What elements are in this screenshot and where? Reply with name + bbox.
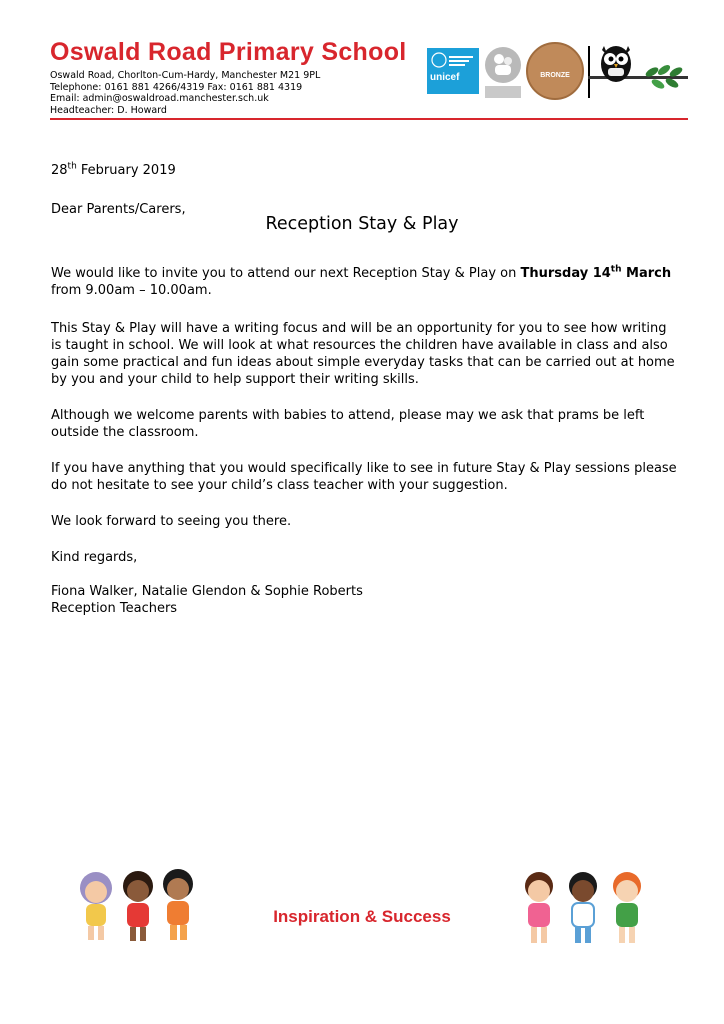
owl-logo: [586, 42, 690, 102]
school-motto: Inspiration & Success: [273, 907, 451, 926]
paragraph-line: This Stay & Play will have a writing focus and will be an opportunity for you to see how writing: [51, 321, 667, 336]
school-address: Oswald Road, Chorlton-Cum-Hardy, Manchester M21 9PL: [50, 70, 321, 81]
rrs-globe-icon: [431, 52, 475, 68]
paragraph-line: outside the classroom.: [51, 425, 199, 440]
signature-block: [51, 583, 363, 617]
event-date-day: Thursday 14: [520, 266, 611, 281]
event-time: from 9.00am – 10.00am.: [51, 283, 212, 298]
school-headteacher: Headteacher: D. Howard: [50, 104, 167, 116]
event-date: [520, 266, 671, 281]
cartoon-children-icon: [66, 866, 212, 946]
award-badge-caption: [485, 86, 521, 98]
rights-respecting-school-logo: [427, 48, 479, 94]
rrs-logo-decoration: [431, 52, 475, 70]
date-month-year: February 2019: [76, 163, 176, 178]
owl-on-branch-icon: [586, 42, 690, 102]
letter-heading: Reception Stay & Play: [265, 214, 459, 234]
paragraph-line: do not hesitate to see your child’s class teacher with your suggestion.: [51, 478, 508, 493]
suggestions-paragraph: [51, 460, 677, 494]
closing-line: We look forward to seeing you there.: [51, 514, 292, 529]
letter-date: [51, 162, 176, 179]
children-figures-icon: [485, 47, 521, 83]
school-email: Email: admin@oswaldroad.manchester.sch.uk: [50, 93, 269, 104]
cartoon-children-icon: [515, 866, 655, 950]
sign-off: Kind regards,: [51, 550, 138, 565]
signatories: Fiona Walker, Natalie Glendon & Sophie Roberts: [51, 584, 363, 599]
letterhead-divider: [50, 118, 688, 120]
prams-paragraph: [51, 407, 644, 441]
date-day: 28: [51, 163, 68, 178]
award-badge-logo: [485, 47, 521, 83]
school-name: Oswald Road Primary School: [50, 38, 407, 66]
paragraph-line: If you have anything that you would specifically like to see in future Stay & Play sessions please: [51, 461, 677, 476]
invitation-line-1: [51, 265, 671, 282]
writing-focus-paragraph: [51, 320, 675, 388]
school-telephone: Telephone: 0161 881 4266/4319 Fax: 0161 881 4319: [50, 81, 303, 93]
children-illustration-left: [66, 866, 212, 946]
signatory-role: Reception Teachers: [51, 601, 178, 616]
paragraph-line: by you and your child to help support their writing skills.: [51, 372, 419, 387]
letter-salutation: Dear Parents/Carers,: [51, 202, 186, 217]
paragraph-line: gain some practical and fun ideas about simple everyday tasks that can be carried out at home: [51, 355, 675, 370]
school-contact-block: [50, 70, 320, 116]
invitation-paragraph: [51, 265, 671, 299]
paragraph-line: is taught in school. We will look at what resources the children have available in class and also: [51, 338, 668, 353]
event-date-suffix: th: [610, 264, 622, 275]
school-games-bronze-logo: [526, 42, 584, 100]
event-date-month: March: [621, 266, 672, 281]
unicef-wordmark: unicef: [430, 72, 460, 83]
children-illustration-right: [515, 866, 655, 950]
invitation-text: We would like to invite you to attend our next Reception Stay & Play on: [51, 266, 521, 281]
date-suffix: th: [67, 161, 77, 172]
bronze-label: BRONZE: [540, 72, 570, 79]
paragraph-line: Although we welcome parents with babies to attend, please may we ask that prams be left: [51, 408, 645, 423]
